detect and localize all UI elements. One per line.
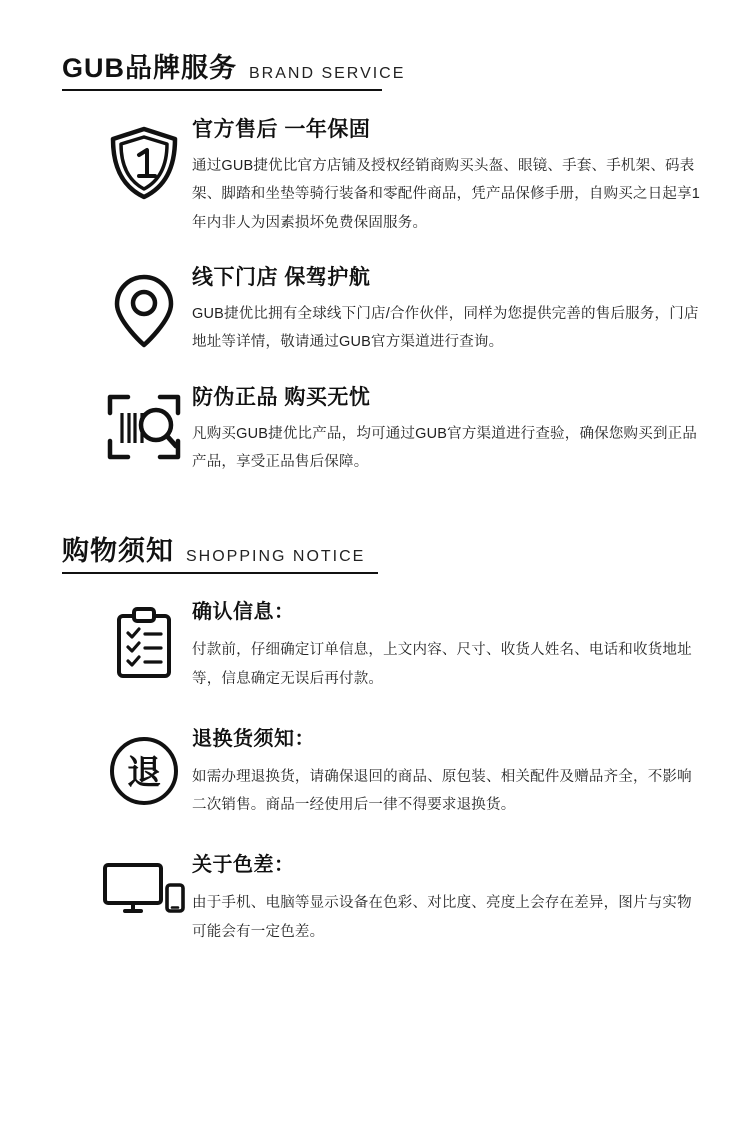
shopping-notice-heading: [0, 538, 750, 565]
list-item-title: 退换货须知：: [192, 727, 315, 750]
list-item-body: 通过GUB捷优比官方店铺及授权经销商购买头盔、眼镜、手套、手机架、码表架、脚踏和坐垫等骑行装备和零配件商品，凭产品保修手册，自购买之日起享1年内非人为因素损坏免费保固服务。: [192, 158, 701, 231]
list-item-body: 由于手机、电脑等显示设备在色彩、对比度、亮度上会存在差异，图片与实物可能会有一定色差。: [192, 895, 692, 940]
list-item-body: GUB捷优比拥有全球线下门店/合作伙伴，同样为您提供完善的售后服务，门店地址等详情，敬请通过GUB官方渠道进行查询。: [192, 306, 699, 351]
list-item-title: 官方售后 一年保固: [192, 118, 371, 141]
list-item-body: 凡购买GUB捷优比产品，均可通过GUB官方渠道进行查验，确保您购买到正品产品，享受正品售后保障。: [192, 425, 698, 471]
list-item-text: [192, 853, 750, 946]
shopping-notice-list: [0, 600, 750, 946]
monitor-phone-icon: [96, 853, 192, 921]
brand-service-heading-en: BRAND SERVICE: [249, 65, 406, 82]
list-item-text: [192, 117, 750, 237]
list-item-text: [192, 265, 750, 357]
list-item-text: [192, 385, 750, 477]
svg-text:退: 退: [127, 752, 161, 793]
return-circle-icon: [96, 727, 192, 809]
list-item: [0, 853, 750, 946]
list-item-title: 关于色差：: [192, 854, 295, 877]
list-item: [0, 385, 750, 477]
list-item-text: [192, 600, 750, 693]
list-item-body: 付款前，仔细确定订单信息，上文内容、尺寸、收货人姓名、电话和收货地址等，信息确定无误后再付款。: [192, 642, 692, 687]
list-item-text: [192, 727, 750, 820]
shield-one-icon: [96, 117, 192, 203]
list-item: [0, 727, 750, 820]
list-item-title: 防伪正品 购买无忧: [192, 385, 371, 409]
brand-service-heading: [0, 0, 750, 82]
clipboard-checklist-icon: [96, 600, 192, 682]
list-item-title: 确认信息：: [192, 601, 295, 624]
list-item: [0, 265, 750, 357]
brand-service-heading-cn: GUB品牌服务: [62, 53, 237, 83]
list-item: [0, 117, 750, 237]
list-item-title: 线下门店 保驾护航: [192, 265, 371, 289]
location-pin-icon: [96, 265, 192, 351]
brand-service-section: [0, 0, 750, 476]
shopping-notice-heading-cn: 购物须知: [62, 536, 174, 567]
brand-service-heading-underline: [62, 89, 382, 91]
list-item: [0, 600, 750, 693]
shopping-notice-heading-en: SHOPPING NOTICE: [186, 548, 366, 566]
barcode-scan-icon: [96, 385, 192, 463]
list-item-body: 如需办理退换货，请确保退回的商品、原包装、相关配件及赠品齐全，不影响二次销售。商品一经使用后一律不得要求退换货。: [192, 768, 692, 814]
brand-service-list: [0, 117, 750, 476]
shopping-notice-section: [0, 538, 750, 946]
shopping-notice-heading-underline: [62, 572, 378, 574]
